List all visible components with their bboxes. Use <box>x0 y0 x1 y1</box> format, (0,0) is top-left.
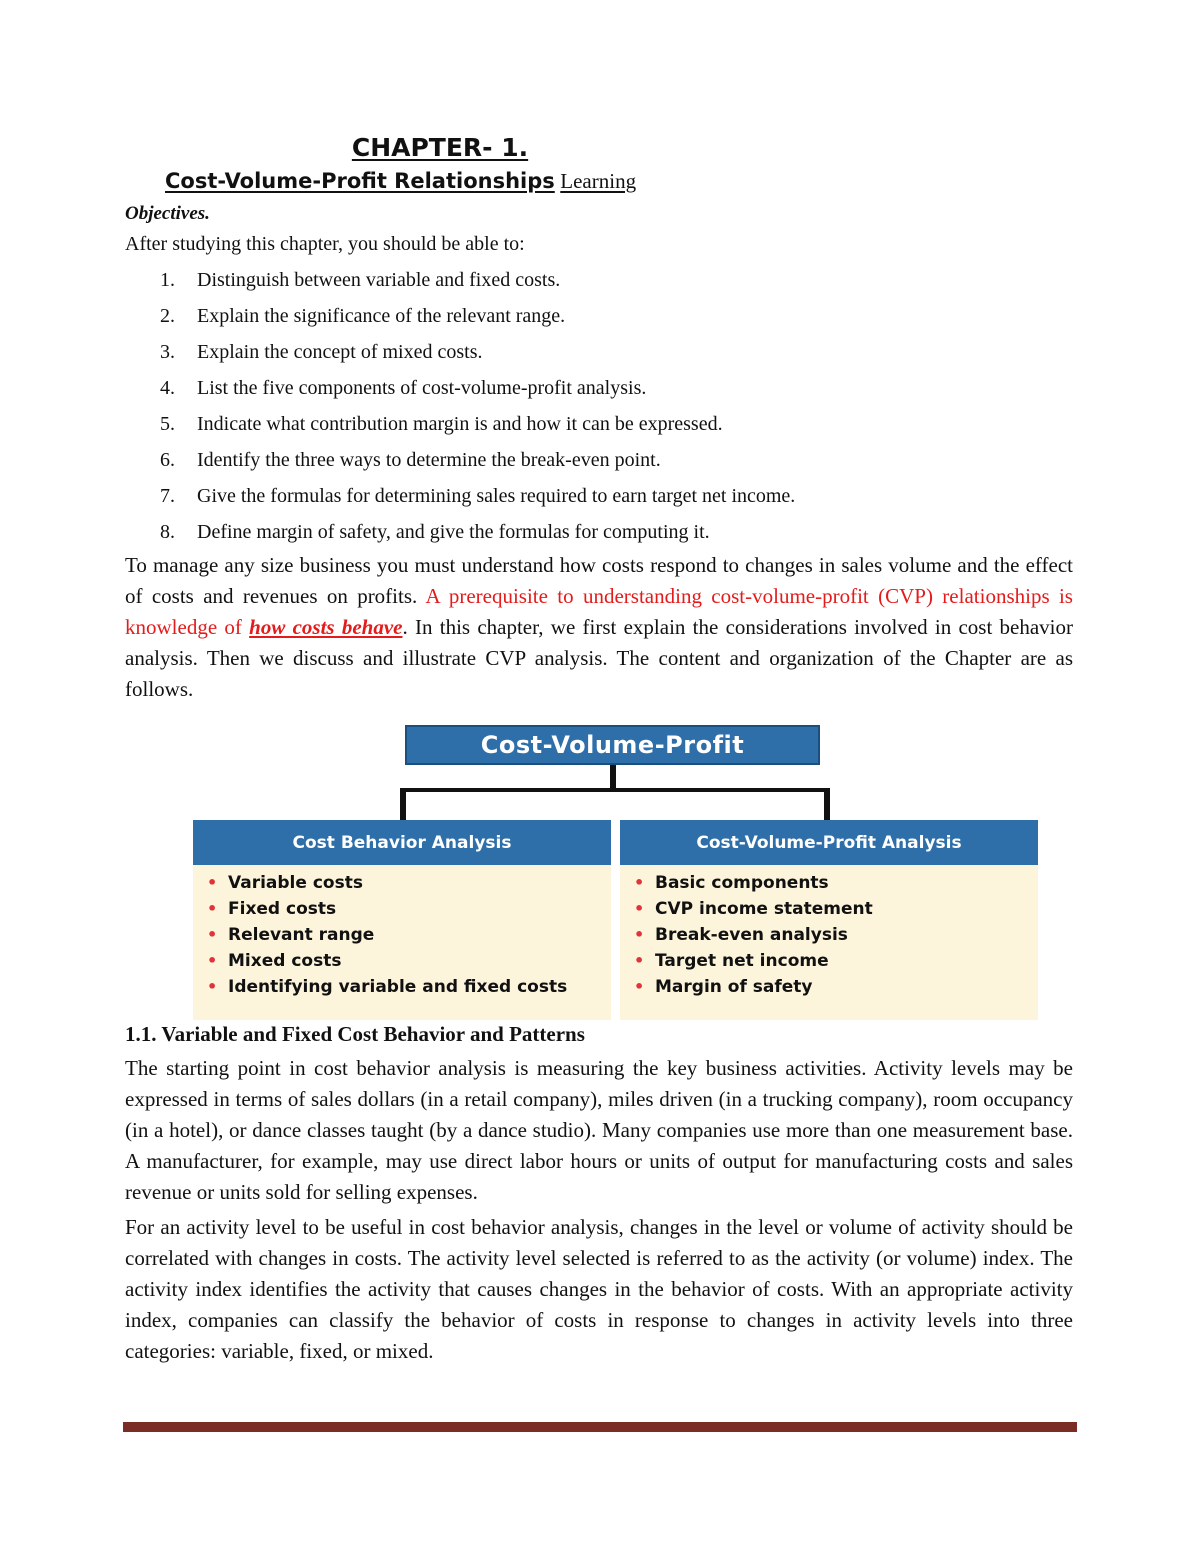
list-item: • Mixed costs <box>193 951 611 971</box>
emphasis-text: how costs behave <box>249 615 403 639</box>
chapter-subtitle <box>165 168 636 194</box>
section-paragraph-1: The starting point in cost behavior analysis is measuring the key business activities. Activity levels may be expressed in terms of sales dollars (in a retail company), miles driven (in a trucking company), room occupancy (in a hotel), or dance classes taught (by a dance studio). Many companies use more than one measurement base. A manufacturer, for example, may use direct labor hours or units of output for manufacturing costs and sales revenue or units sold for selling expenses. <box>125 1056 1073 1204</box>
section-paragraph-2: For an activity level to be useful in cost behavior analysis, changes in the level or volume of activity should be correlated with changes in costs. The activity level selected is referred to as the activity (or volume) index. The activity index identifies the activity that causes changes in the behavior of costs. With an appropriate activity index, companies can classify the behavior of costs in response to changes in activity levels into three categories: variable, fixed, or mixed. <box>125 1215 1073 1363</box>
connector-line <box>610 765 616 790</box>
list-item: • Basic components <box>620 873 1038 893</box>
chapter-title: CHAPTER- 1. <box>351 133 529 162</box>
subtitle-tail: Learning <box>560 169 637 193</box>
footer-bar <box>123 1422 1077 1432</box>
section-heading: 1.1. Variable and Fixed Cost Behavior and Patterns <box>125 1022 585 1046</box>
connector-line <box>400 788 828 792</box>
connector-line <box>824 788 830 820</box>
intro-paragraph: To manage any size business you must understand how costs respond to changes in sales volume and the effect of costs and revenues on profits. A prerequisite to understanding cost-volume-profit (CVP) relationships is knowledge of how costs behave. In this chapter, we first explain the considerations involved in cost behavior analysis. Then we discuss and illustrate CVP analysis. The content and organization of the Chapter are as follows. <box>125 553 1073 701</box>
objectives-intro: After studying this chapter, you should be able to: <box>125 233 525 255</box>
cost-behavior-box: Cost Behavior Analysis <box>193 820 611 865</box>
list-item: • Identifying variable and fixed costs <box>193 977 611 997</box>
list-item: • CVP income statement <box>620 899 1038 919</box>
subtitle-main: Cost-Volume-Profit Relationships <box>165 169 555 193</box>
document-page: CHAPTER- 1. Cost-Volume-Profit Relationships Learning Objectives. After studying this chapter, you should be able to: 1. Distinguish between variable and fixed costs. 2. Explain the significance of the relevant range. 3. Explain the concept of mixed costs. 4. List the five components of cost-volume-profit analysis. 5. Indicate what contribution margin is and how it can be expressed. 6. Identify the three ways to determine the break-even point. 7. Give the formulas for determining sales required to earn target net income. 8. Define margin of safety, and give the formulas for computing it. To manage any size business you must understand how costs respond to changes in sales volume and the effect of costs and revenues on profits. A prerequisite to understanding cost-volume-profit (CVP) relationships is knowledge of how costs behave. In this chapter, we first explain the considerations involved in cost behavior analysis. Then we discuss and illustrate CVP analysis. The content and organization of the Chapter are as follows. Cost-Volume-Profit Cost Behavior Analysis Cost-Volume-Profit Analysis • Variable costs • Fixed costs • Relevant range • Mixed costs • Identifying variable and fixed costs • Basic components • CVP income statement • Break-even analysis • Target net income • Margin of safety 1.1. Variable and Fixed Cost Behavior and Patterns The starting point in cost behavior analysis is measuring the key business activities. Activity levels may be expressed in terms of sales dollars (in a retail company), miles driven (in a trucking company), room occupancy (in a hotel), or dance classes taught (by a dance studio). Many companies use more than one measurement base. A manufacturer, for example, may use direct labor hours or units of output for manufacturing costs and sales revenue or units sold for selling expenses. For an activity level to be useful in cost behavior analysis, changes in the level or volume of activity should be correlated with changes in costs. The activity level selected is referred to as the activity (or volume) index. The activity index identifies the activity that causes changes in the behavior of costs. With an appropriate activity index, companies can classify the behavior of costs in response to changes in activity levels into three categories: variable, fixed, or mixed. <box>0 0 1200 1553</box>
objectives-label: Objectives. <box>125 203 210 224</box>
cvp-analysis-list <box>620 865 1038 1020</box>
list-item: • Margin of safety <box>620 977 1038 997</box>
list-item: • Fixed costs <box>193 899 611 919</box>
cost-behavior-list <box>193 865 611 1020</box>
cvp-analysis-box: Cost-Volume-Profit Analysis <box>620 820 1038 865</box>
list-item: • Break-even analysis <box>620 925 1038 945</box>
list-item: • Relevant range <box>193 925 611 945</box>
cvp-diagram <box>190 720 1040 1020</box>
diagram-top-box: Cost-Volume-Profit <box>405 725 820 765</box>
list-item: • Target net income <box>620 951 1038 971</box>
connector-line <box>400 788 406 820</box>
list-item: • Variable costs <box>193 873 611 893</box>
